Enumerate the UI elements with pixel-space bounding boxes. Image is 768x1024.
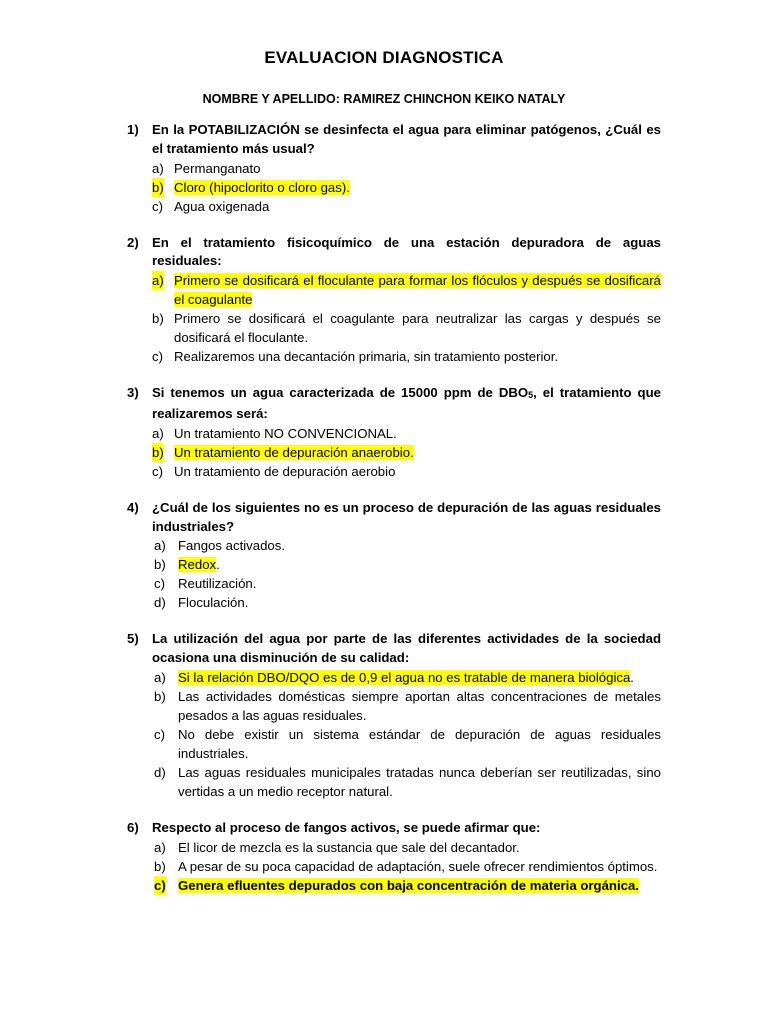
option-letter: a)	[154, 839, 166, 855]
question-number: 3)	[127, 385, 139, 401]
option-d	[0, 593, 768, 612]
question-number: 1)	[127, 122, 139, 137]
question-number: 4)	[127, 499, 139, 515]
option-c	[0, 347, 768, 366]
option-letter: b)	[154, 557, 166, 573]
question-3	[0, 384, 768, 481]
question-4	[0, 499, 768, 613]
option-letter: a)	[152, 160, 164, 176]
question-text: ¿Cuál de los siguientes no es un proceso de depuración de las aguas residuales industriales?	[152, 499, 661, 534]
option-letter: a)	[152, 273, 164, 289]
option-letter: c)	[152, 198, 163, 214]
option-c	[0, 574, 768, 593]
option-letter: b)	[152, 311, 164, 327]
question-text: Si tenemos un agua caracterizada de 15000 ppm de $DBO_5$, el tratamiento que realizaremos será:	[152, 385, 661, 421]
question-text: En la POTABILIZACIÓN se desinfecta el agua para eliminar patógenos, ¿Cuál es el tratamiento más usual?	[152, 122, 661, 156]
highlighted-answer: Si la relación DBO/DQO es de 0,9 el agua no es tratable de manera biológica	[178, 669, 631, 685]
option-letter: b)	[152, 179, 164, 195]
option-a-selected	[0, 668, 768, 687]
option-text: Primero se dosificará el coagulante para neutralizar las cargas y después se dosificará el floculante.	[174, 311, 661, 346]
option-letter: c)	[154, 576, 165, 592]
option-letter: c)	[152, 349, 163, 365]
option-b-selected	[0, 555, 768, 574]
option-text: A pesar de su poca capacidad de adaptación, suele ofrecer rendimientos óptimos.	[178, 858, 658, 874]
page-title: EVALUACION DIAGNOSTICA	[264, 48, 504, 67]
option-letter: a)	[154, 538, 166, 554]
option-text: Floculación.	[178, 595, 249, 611]
option-text: Las actividades domésticas siempre aportan altas concentraciones de metales pesados a las aguas residuales.	[178, 688, 661, 723]
option-letter: c)	[154, 726, 165, 742]
option-suffix: .	[216, 557, 220, 573]
option-text: Un tratamiento NO CONVENCIONAL.	[174, 425, 397, 441]
option-text: Fangos activados.	[178, 538, 286, 554]
question-text: La utilización del agua por parte de las diferentes actividades de la sociedad ocasiona una disminución de su calidad:	[152, 631, 661, 666]
option-b-selected	[0, 443, 768, 462]
question-2	[0, 234, 768, 367]
subscript: 5	[528, 390, 534, 401]
option-a	[0, 159, 768, 178]
student-name: NOMBRE Y APELLIDO: RAMIREZ CHINCHON KEIKO NATALY	[202, 92, 566, 106]
highlighted-answer: Primero se dosificará el floculante para formar los flóculos y después se dosificará el coagulante	[174, 273, 661, 308]
option-c-selected	[0, 876, 768, 895]
highlighted-answer: Un tratamiento de depuración anaerobio.	[174, 444, 414, 460]
question-1	[0, 121, 768, 216]
option-suffix: .	[630, 669, 634, 685]
option-letter: d)	[154, 595, 166, 611]
option-b-selected	[0, 178, 768, 197]
option-text: Un tratamiento de depuración aerobio	[174, 463, 396, 479]
option-text: Realizaremos una decantación primaria, sin tratamiento posterior.	[174, 349, 559, 365]
option-letter: b)	[154, 688, 166, 704]
option-letter: a)	[154, 669, 166, 685]
question-text: En el tratamiento fisicoquímico de una estación depuradora de aguas residuales:	[152, 234, 661, 269]
question-number: 5)	[127, 631, 139, 647]
highlighted-answer: Genera efluentes depurados con baja concentración de materia orgánica.	[178, 877, 639, 893]
option-c	[0, 462, 768, 481]
question-number: 2)	[127, 234, 139, 250]
option-letter: c)	[152, 463, 163, 479]
option-b	[0, 309, 768, 347]
option-a	[0, 838, 768, 857]
option-b	[0, 857, 768, 876]
highlighted-answer: Cloro (hipoclorito o cloro gas).	[174, 179, 350, 195]
option-text: No debe existir un sistema estándar de depuración de aguas residuales industriales.	[178, 726, 661, 761]
option-text: Agua oxigenada	[174, 198, 270, 214]
option-text: Permanganato	[174, 160, 261, 176]
option-letter: c)	[154, 877, 166, 893]
option-text: El licor de mezcla es la sustancia que sale del decantador.	[178, 839, 520, 855]
highlighted-answer: Redox	[178, 557, 217, 573]
option-c	[0, 725, 768, 763]
question-list	[0, 121, 768, 913]
option-letter: b)	[154, 858, 166, 874]
question-number: 6)	[127, 819, 139, 835]
option-c	[0, 197, 768, 216]
option-b	[0, 687, 768, 725]
option-d	[0, 763, 768, 801]
question-5	[0, 630, 768, 801]
question-text: Respecto al proceso de fangos activos, se puede afirmar que:	[152, 819, 541, 835]
option-text: Reutilización.	[178, 576, 257, 592]
option-a	[0, 536, 768, 555]
option-letter: d)	[154, 764, 166, 780]
option-letter: b)	[152, 444, 164, 460]
option-a-selected	[0, 271, 768, 309]
option-a	[0, 424, 768, 443]
question-6	[0, 819, 768, 895]
option-text: Las aguas residuales municipales tratadas nunca deberían ser reutilizadas, sino vertidas a un medio receptor natural.	[178, 764, 661, 799]
option-letter: a)	[152, 425, 164, 441]
